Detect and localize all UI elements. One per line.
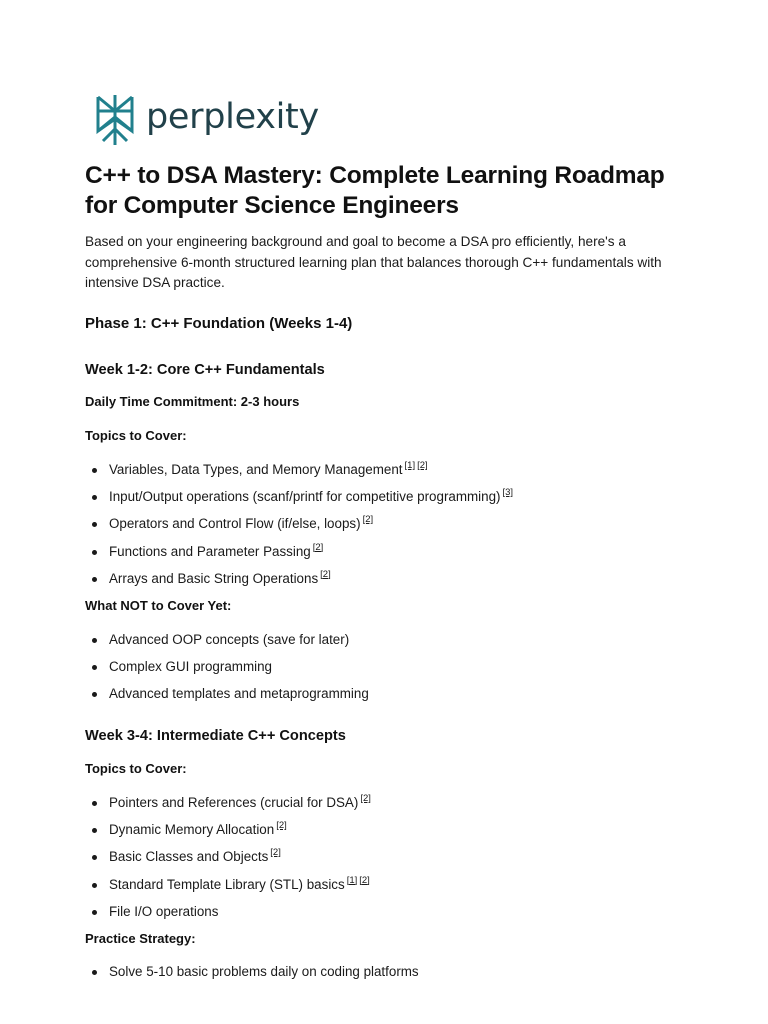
list-item-text: File I/O operations [109, 903, 219, 919]
list-item-text: Functions and Parameter Passing [109, 543, 311, 559]
bullet-icon [92, 577, 97, 582]
list-item-text: Standard Template Library (STL) basics [109, 876, 345, 892]
bullet-icon [92, 522, 97, 527]
citation-link[interactable]: [1] [346, 874, 358, 886]
week34-heading: Week 3-4: Intermediate C++ Concepts [85, 728, 346, 744]
list-item [85, 875, 685, 902]
bullet-icon [92, 495, 97, 500]
list-item [85, 902, 685, 929]
citation-link[interactable]: [2] [417, 460, 428, 471]
citation-link[interactable]: [3] [502, 487, 514, 499]
list-item [85, 684, 685, 711]
phase1-heading: Phase 1: C++ Foundation (Weeks 1-4) [85, 315, 353, 332]
list-item-text: Advanced OOP concepts (save for later) [109, 632, 350, 647]
perplexity-logo-icon [94, 93, 136, 147]
week34-topics-label: Topics to Cover: [85, 761, 187, 776]
week12-heading: Week 1-2: Core C++ Fundamentals [85, 362, 325, 378]
practice-list [85, 962, 685, 989]
list-item [85, 962, 685, 989]
list-item [85, 820, 685, 847]
list-item [85, 542, 685, 569]
list-item [85, 487, 685, 514]
list-item-text: Dynamic Memory Allocation [109, 822, 275, 838]
bullet-icon [92, 970, 97, 975]
bullet-icon [92, 550, 97, 555]
week12-topics-label: Topics to Cover: [85, 428, 187, 443]
list-item-text: Operators and Control Flow (if/else, loops) [109, 516, 361, 532]
bullet-icon [92, 883, 97, 888]
list-item [85, 657, 685, 684]
week34-topics-list [85, 793, 685, 929]
perplexity-wordmark: perplexity [146, 96, 319, 137]
bullet-icon [92, 855, 97, 860]
week12-topics-list [85, 460, 685, 596]
intro-paragraph: Based on your engineering background and goal to become a DSA pro efficiently, here's a comprehensive 6-month structured learning plan that balances thorough C++ fundamentals with intensive DSA practice. [85, 234, 662, 290]
list-item-text: Arrays and Basic String Operations [109, 570, 319, 586]
list-item-text: Basic Classes and Objects [109, 849, 269, 865]
list-item [85, 460, 685, 487]
list-item [85, 793, 685, 820]
list-item-text: Pointers and References (crucial for DSA) [109, 795, 359, 810]
citation-link[interactable]: [2] [276, 820, 287, 832]
bullet-icon [92, 828, 97, 833]
not-cover-label: What NOT to Cover Yet: [85, 598, 232, 613]
bullet-icon [92, 692, 97, 697]
not-cover-list [85, 630, 685, 712]
list-item [85, 630, 685, 657]
list-item [85, 569, 685, 596]
list-item [85, 847, 685, 874]
bullet-icon [92, 910, 97, 915]
list-item-text: Input/Output operations (scanf/printf for competitive programming) [109, 489, 501, 505]
page-title: C++ to DSA Mastery: Complete Learning Roadmap for Computer Science Engineers [85, 162, 665, 219]
bullet-icon [92, 801, 97, 806]
bullet-icon [92, 468, 97, 473]
citation-link[interactable]: [2] [360, 793, 371, 804]
citation-link[interactable]: [2] [362, 514, 374, 526]
perplexity-logo [94, 92, 319, 148]
practice-strategy-label: Practice Strategy: [85, 931, 196, 946]
bullet-icon [92, 638, 97, 643]
citation-link[interactable]: [2] [312, 541, 324, 553]
citation-link[interactable]: [2] [270, 847, 281, 859]
citation-link[interactable]: [2] [359, 874, 370, 886]
list-item-text: Complex GUI programming [109, 659, 272, 675]
time-commitment-label: Daily Time Commitment: 2-3 hours [85, 394, 300, 409]
bullet-icon [92, 665, 97, 670]
citation-link[interactable]: [1] [404, 460, 416, 471]
list-item-text: Solve 5-10 basic problems daily on coding platforms [109, 964, 419, 979]
list-item-text: Variables, Data Types, and Memory Management [109, 462, 403, 477]
list-item [85, 514, 685, 541]
citation-link[interactable]: [2] [320, 568, 331, 580]
list-item-text: Advanced templates and metaprogramming [109, 686, 369, 702]
